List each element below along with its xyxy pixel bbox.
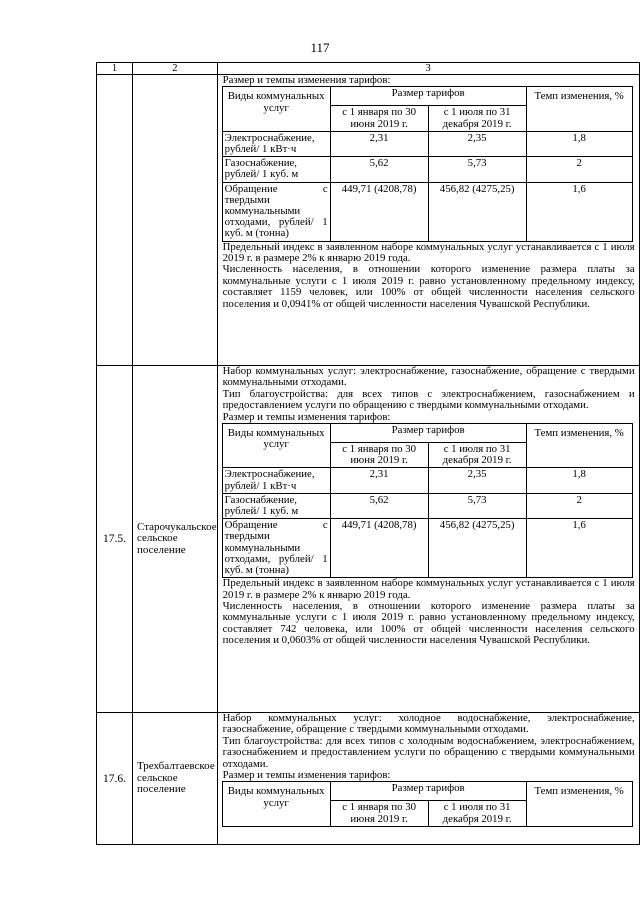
population-text: Численность населения, в отношении которого изменение размера платы за коммунальные услуги с 1 июля 2019 г. равно установленному предельному индексу, составляет 742 человека, или 100% от общей численности населения сельского поселения и 0,0603% от общей численности населения Чувашской Республики. (222, 600, 635, 647)
row-rate: 1,6 (526, 519, 632, 578)
tariff-table-2 (222, 423, 633, 578)
row-rate: 1,8 (526, 131, 632, 156)
row-name: Газоснабжение, рублей/ 1 куб. м (222, 493, 330, 518)
tariff-row (222, 519, 632, 578)
tariff-caption: Размер и темпы изменения тарифов: (222, 410, 391, 423)
header-first-half: с 1 января по 30 июня 2019 г. (330, 443, 428, 468)
header-first-half: с 1 января по 30 июня 2019 г. (330, 106, 428, 131)
tariff-caption: Размер и темпы изменения тарифов: (222, 769, 391, 782)
services-set-text: Набор коммунальных услуг: холодное водоснабжение, электроснабжение, газоснабжение, обращение с твердыми коммунальными отходами. (222, 712, 635, 736)
tariff-row (222, 493, 632, 518)
block-continued-number (97, 75, 133, 366)
settlement-name: Трехбалтаевское сельское поселение (133, 713, 218, 845)
tariff-caption: Размер и темпы изменения тарифов: (222, 74, 391, 86)
improvement-type-text: Тип благоустройства: для всех типов с холодным водоснабжением, электроснабжением, газоснабжением и предоставлением услуги по обращению с твердыми коммунальными отходами. (222, 734, 635, 770)
block-17-5 (97, 366, 640, 713)
row-name: Обращение с твердыми коммунальными отходами, рублей/ 1 куб. м (тонна) (222, 182, 330, 241)
index-text: Предельный индекс в заявленном наборе коммунальных услуг устанавливается с 1 июля 2019 г. в размере 2% к январю 2019 года. (222, 577, 635, 601)
tariff-row (222, 131, 632, 156)
header-second-half: с 1 июля по 31 декабря 2019 г. (428, 106, 526, 131)
header-kind: Виды коммунальных услуг (222, 782, 330, 826)
row-name: Электроснабжение, рублей/ 1 кВт·ч (222, 131, 330, 156)
tariff-row (222, 468, 632, 493)
block-content (217, 366, 639, 713)
tariff-document-table (96, 62, 640, 845)
block-content (217, 713, 639, 845)
row-name: Электроснабжение, рублей/ 1 кВт·ч (222, 468, 330, 493)
row-second: 456,82 (4275,25) (428, 519, 526, 578)
tariff-row (222, 157, 632, 182)
index-text: Предельный индекс в заявленном наборе коммунальных услуг устанавливается с 1 июля 2019 г. в размере 2% к январю 2019 года. (222, 240, 635, 265)
header-size: Размер тарифов (330, 782, 526, 801)
row-rate: 2 (526, 493, 632, 518)
row-second: 2,35 (428, 468, 526, 493)
block-17-6 (97, 713, 640, 845)
tariff-table-3 (222, 781, 633, 826)
block-continued-name (133, 75, 218, 366)
row-first: 449,71 (4208,78) (330, 519, 428, 578)
row-first: 5,62 (330, 493, 428, 518)
row-second: 456,82 (4275,25) (428, 182, 526, 241)
block-number: 17.5. (97, 366, 133, 713)
tariff-row (222, 182, 632, 241)
column-header-3: 3 (217, 63, 639, 75)
header-second-half: с 1 июля по 31 декабря 2019 г. (428, 801, 526, 826)
header-size: Размер тарифов (330, 424, 526, 443)
column-header-2: 2 (133, 63, 218, 75)
row-first: 2,31 (330, 131, 428, 156)
header-rate: Темп изменения, % (526, 87, 632, 131)
header-size: Размер тарифов (330, 87, 526, 106)
header-kind: Виды коммунальных услуг (222, 87, 330, 131)
row-rate: 1,8 (526, 468, 632, 493)
page-number: 117 (310, 40, 330, 55)
row-second: 5,73 (428, 493, 526, 518)
block-number: 17.6. (97, 713, 133, 845)
header-second-half: с 1 июля по 31 декабря 2019 г. (428, 443, 526, 468)
row-second: 5,73 (428, 157, 526, 182)
header-kind: Виды коммунальных услуг (222, 424, 330, 468)
column-header-row (97, 63, 640, 75)
block-continued (97, 75, 640, 366)
row-first: 2,31 (330, 468, 428, 493)
services-set-text: Набор коммунальных услуг: электроснабжение, газоснабжение, обращение с твердыми коммунальными отходами. (222, 365, 635, 389)
settlement-name: Старочукальское сельское поселение (133, 366, 218, 713)
header-rate: Темп изменения, % (526, 424, 632, 468)
row-rate: 1,6 (526, 182, 632, 241)
header-first-half: с 1 января по 30 июня 2019 г. (330, 801, 428, 826)
population-text: Численность населения, в отношении которого изменение размера платы за коммунальные услуги с 1 июля 2019 г. равно установленному предельному индексу, составляет 1159 человек, или 100% от общей численности населения сельского поселения и 0,0941% от общей численности населения Чувашской Республики. (222, 263, 635, 310)
row-rate: 2 (526, 157, 632, 182)
column-header-1: 1 (97, 63, 133, 75)
row-second: 2,35 (428, 131, 526, 156)
tariff-table-1 (222, 86, 633, 241)
improvement-type-text: Тип благоустройства: для всех типов с электроснабжением, газоснабжением и предоставлением услуги по обращению с твердыми коммунальными отходами. (222, 387, 635, 412)
block-continued-content (217, 75, 639, 366)
row-name: Обращение с твердыми коммунальными отходами, рублей/ 1 куб. м (тонна) (222, 519, 330, 578)
row-first: 5,62 (330, 157, 428, 182)
row-name: Газоснабжение, рублей/ 1 куб. м (222, 157, 330, 182)
header-rate: Темп изменения, % (526, 782, 632, 826)
row-first: 449,71 (4208,78) (330, 182, 428, 241)
